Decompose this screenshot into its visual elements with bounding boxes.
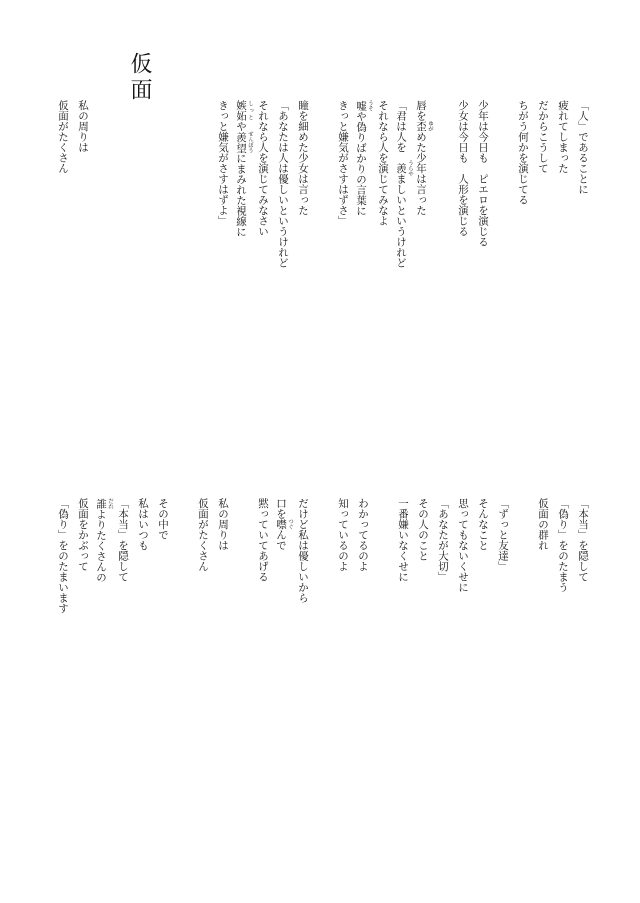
line-text: 「君は人を: [395, 100, 407, 163]
ruby-base: 嫉妬: [235, 100, 247, 121]
poem-line: だからこうして: [537, 100, 549, 174]
ruby-annotated-word: [415, 120, 433, 132]
poem-line: わかってるのよ: [357, 498, 369, 572]
poem-line: 仮面がたくさん: [197, 498, 209, 572]
poem-line: [413, 100, 433, 268]
poem-line: 「あなたは人は優しいというけれど: [277, 100, 289, 268]
ruby-annotated-word: [95, 498, 113, 509]
ruby-base: 羨: [395, 160, 407, 177]
poem-line: 「本当」を隠して: [577, 498, 589, 582]
poem-line: 私の周りは: [77, 100, 89, 153]
line-text: や: [235, 121, 247, 132]
stanza: [333, 498, 373, 614]
stanza: [393, 498, 513, 614]
ruby-reading: ゆが: [427, 120, 433, 132]
poem-line: 疲れてしまった: [557, 100, 569, 174]
poem-line: だけど私は優しいから: [297, 498, 309, 603]
line-text: ましいというけれど: [395, 173, 407, 268]
line-text: にまみれた視線に: [235, 153, 247, 237]
poem-line: 私はいつも: [137, 498, 149, 551]
ruby-annotated-word: [275, 518, 293, 530]
poem-title: 仮面: [127, 52, 152, 104]
poem-line: [273, 498, 293, 614]
ruby-annotated-word: [355, 100, 373, 111]
ruby-annotated-word: [235, 100, 253, 121]
poem-line: それなら人を演じてみなさい: [257, 100, 269, 237]
stanza: [213, 100, 313, 268]
stanza: [193, 498, 233, 614]
ruby-reading: うそ: [367, 100, 373, 111]
poem-line: 仮面の群れ: [537, 498, 549, 551]
poem-line: 仮面をかぶって: [77, 498, 89, 572]
poem-line: そんなこと: [477, 498, 489, 551]
poem-lower-half: [53, 498, 593, 614]
poem-line: その中で: [157, 498, 169, 540]
poem-line: 「人」であることに: [577, 100, 589, 195]
poem-line: 黙っていてあげる: [257, 498, 269, 582]
poem-line: きっと嫌気がさすはずさ」: [337, 100, 349, 226]
poem-upper-half: [53, 100, 593, 268]
line-text: 唇を: [415, 100, 427, 121]
poem-line: 私の周りは: [217, 498, 229, 551]
ruby-base: 羨望: [235, 131, 247, 154]
poem-line: [233, 100, 253, 268]
ruby-annotated-word: [235, 131, 253, 154]
stanza: [53, 100, 93, 268]
line-text: んで: [275, 529, 287, 551]
line-text: や偽りばかりの言葉に: [355, 110, 367, 216]
ruby-base: 誰: [95, 498, 107, 509]
line-text: 口を: [275, 498, 287, 519]
poem-line: きっと嫌気がさすはずよ」: [217, 100, 229, 226]
poem-line: 「ずっと友達」: [497, 498, 509, 572]
ruby-annotated-word: [395, 160, 413, 177]
line-text: よりたくさんの: [95, 508, 107, 583]
poem-line: 一番嫌いなくせに: [397, 498, 409, 582]
ruby-reading: せんぼう: [247, 131, 253, 154]
stanza: [533, 498, 593, 614]
ruby-reading: うらや: [407, 160, 413, 177]
stanza: [333, 100, 433, 268]
ruby-reading: だれ: [107, 498, 113, 509]
stanza: [53, 498, 173, 614]
poem-line: 「偽り」をのたまう: [557, 498, 569, 593]
stanza: [453, 100, 493, 268]
ruby-base: 嘘: [355, 100, 367, 111]
ruby-reading: しっと: [247, 100, 253, 121]
poem-line: それなら人を演じてみなよ: [377, 100, 389, 226]
poem-line: 瞳を細めた少女は言った: [297, 100, 309, 216]
ruby-base: 歪: [415, 120, 427, 132]
line-text: めた少年は言った: [415, 131, 427, 216]
stanza: [253, 498, 313, 614]
poem-line: 知っているのよ: [337, 498, 349, 572]
poem-line: その人のこと: [417, 498, 429, 561]
poem-line: [393, 100, 413, 268]
poem-line: 「偽り」をのたまいます: [57, 498, 69, 614]
poem-line: 「本当」を隠して: [117, 498, 129, 582]
poem-line: 少年は今日も ピエロを演じる: [477, 100, 489, 247]
poem-line: 「あなたが大切」: [437, 498, 449, 582]
poem-line: 仮面がたくさん: [57, 100, 69, 174]
stanza: [513, 100, 593, 268]
poem-line: [353, 100, 373, 268]
poem-line: 少女は今日も 人形を演じる: [457, 100, 469, 237]
poem-line: ちがう何かを演じてる: [517, 100, 529, 205]
poem-line: [93, 498, 113, 614]
ruby-base: 噤: [275, 518, 287, 530]
poem-line: 思ってもないくせに: [457, 498, 469, 593]
ruby-reading: つぐ: [287, 518, 293, 530]
